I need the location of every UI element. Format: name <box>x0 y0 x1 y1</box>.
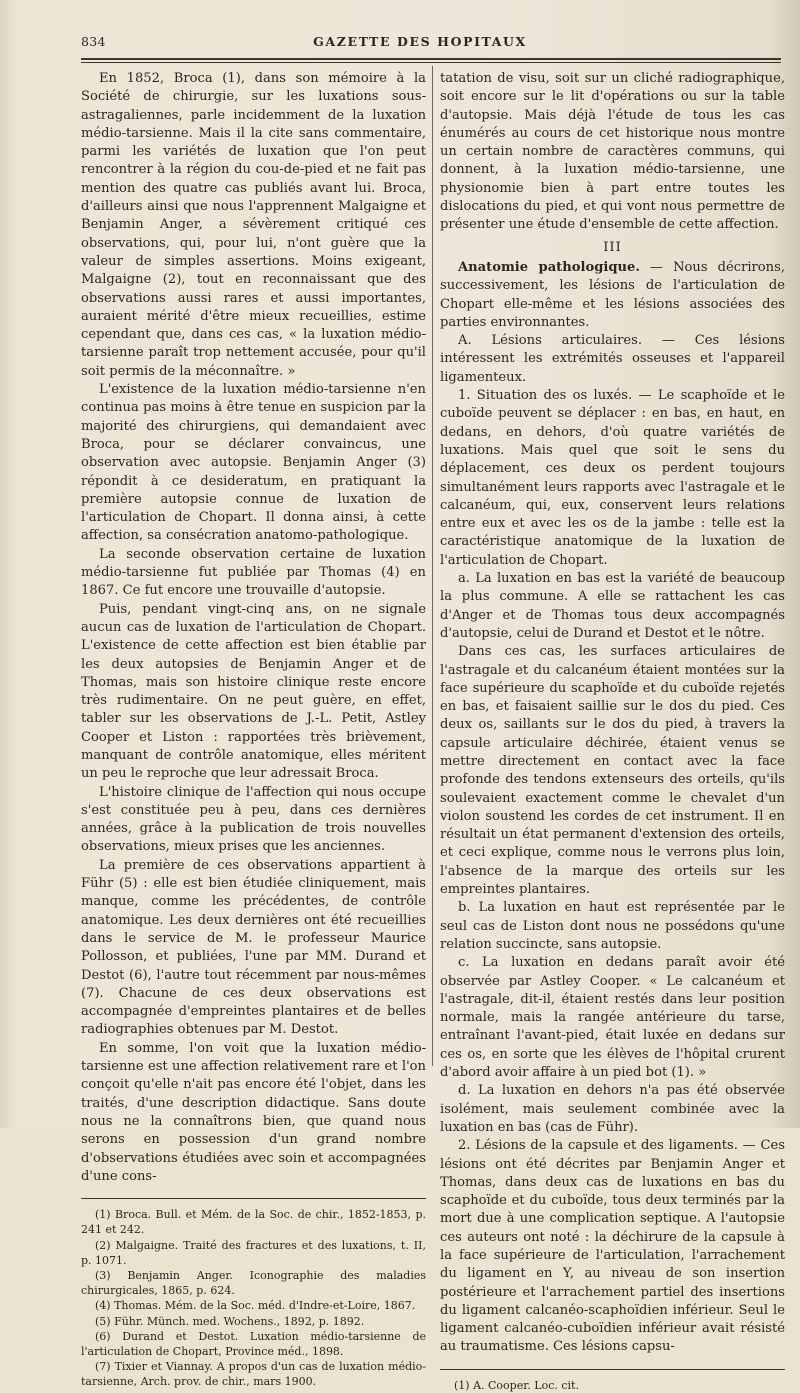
footnote: (3) Benjamin Anger. Iconographie des maladies chirurgicales, 1865, p. 624. <box>81 1268 426 1298</box>
footnote: (1) A. Cooper. Loc. cit. <box>454 1378 579 1392</box>
footnotes-rule <box>81 1198 426 1199</box>
paragraph: Puis, pendant vingt-cinq ans, on ne signale aucun cas de luxation de l'articulation de Chopart. L'existence de cette affection est bien établie par les deux autopsies de Benjamin Anger et de Thomas, mais son histoire clinique reste encore très rudimentaire. On ne peut guère, en effet, tabler sur les observations de J.-L. Petit, Astley Cooper et Liston : rapportées très brièvement, manquant de contrôle anatomique, elles méritent un peu le reproche que leur adressait Broca. <box>81 601 426 782</box>
footnotes <box>81 1207 426 1389</box>
section-heading: Anatomie pathologique. <box>458 259 640 275</box>
footnote: (7) Tixier et Viannay. A propos d'un cas de luxation médio-tarsienne, Arch. prov. de chir., mars 1900. <box>81 1360 426 1389</box>
footnote: (2) Malgaigne. Traité des fractures et des luxations, t. II, p. 1071. <box>81 1238 426 1267</box>
paragraph: 2. Lésions de la capsule et des ligaments. — Ces lésions ont été décrites par Benjamin Anger et Thomas, dans deux cas de luxations en bas du scaphoïde et du cuboïde, tous deux terminés par la mort due à une complication septique. A l'autopsie ces auteurs ont noté : la déchirure de la capsule à la face supérieure de l'articulation, l'arrachement du ligament en Y, au niveau de son insertion postérieure et l'arrachement partiel des insertions du ligament calcanéo-scaphoïdien inférieur. Seul le ligament calcanéo-cuboïdien inférieur avait résisté au traumatisme. Ces lésions capsu- <box>440 1138 785 1355</box>
paragraph: a. La luxation en bas est la variété de beaucoup la plus commune. A elle se rattachent les cas d'Anger et de Thomas tous deux accompagnés d'autopsie, celui de Durand et Destot et le nôtre. <box>440 571 785 641</box>
right-column <box>440 70 785 1393</box>
paragraph: 1. Situation des os luxés. — Le scaphoïde et le cuboïde peuvent se déplacer : en bas, en haut, en dedans, en dehors, d'où quatre variétés de luxations. Mais quel que soit le sens du déplacement, ces deux os perdent toujours simultanément leurs rapports avec l'astragale et le calcanéum, qui, eux, conservent leurs relations entre eux et avec les os de la jambe : telle est la caractéristique anatomique de la luxation de l'articulation de Chopart. <box>440 388 785 568</box>
paragraph: En 1852, Broca (1), dans son mémoire à la Société de chirurgie, sur les luxations sous-astragaliennes, parle incidemment de la luxation médio-tarsienne. Mais il la cite sans commentaire, parmi les variétés de luxation que l'on peut rencontrer à la région du cou-de-pied et ne fait pas mention des quatre cas publiés avant lui. Broca, d'ailleurs ainsi que nous l'apprennent Malgaigne et Benjamin Anger, a sévèrement critiqué ces observations, qui, pour lui, n'ont guère que la valeur de simples assertions. Moins exigeant, Malgaigne (2), tout en reconnaissant que des observations aussi rares et aussi importantes, auraient mérité d'être mieux recueillies, estime cependant que, dans ces cas, « la luxation médio-tarsienne paraît trop nettement accusée, pour qu'il soit permis de la méconnaître. » <box>81 71 426 379</box>
section-intro-text: — Nous décrirons, successivement, les lésions de l'articulation de Chopart elle-même et les lésions associées des parties environnantes. <box>440 259 785 330</box>
paragraph: La première de ces observations appartient à Führ (5) : elle est bien étudiée cliniquement, mais manque, comme les précédentes, de contrôle anatomique. Les deux dernières ont été recueillies dans le service de M. le professeur Maurice Pollosson, et publiées, l'une par MM. Durand et Destot (6), l'autre tout récemment par nous-mêmes (7). Chacune de ces deux observations est accompagnée d'empreintes plantaires et de belles radiographies obtenues par M. Destot. <box>81 857 426 1038</box>
section-number: III <box>603 239 622 255</box>
paragraph: L'histoire clinique de l'affection qui nous occupe s'est constituée peu à peu, dans ces dernières années, grâce à la publication de trois nouvelles observations, mieux prises que les anciennes. <box>81 784 426 855</box>
paragraph: tatation de visu, soit sur un cliché radiographique, soit encore sur le lit d'opérations ou sur la table d'autopsie. Mais déjà l'étude de tous les cas énumérés au cours de cet historique nous montre un certain nombre de caractères communs, qui donnent, à la luxation médio-tarsienne, une physionomie bien à part entre toutes les dislocations du pied, et qui vont nous permettre de présenter une étude d'ensemble de cette affection. <box>440 71 785 233</box>
footnotes <box>440 1378 785 1393</box>
header-rule <box>81 58 781 63</box>
paragraph: A. Lésions articulaires. — Ces lésions intéressent les extrémités osseuses et l'appareil ligamenteux. <box>440 333 785 385</box>
paragraph: Dans ces cas, les surfaces articulaires de l'astragale et du calcanéum étaient montées sur la face supérieure du scaphoïde et du cuboïde rejetés en bas, et faisaient saillie sur le dos du pied. Ces deux os, saillants sur le dos du pied, à travers la capsule articulaire déchirée, étaient venus se mettre directement en contact avec la face profonde des tendons extenseurs des orteils, qu'ils soulevaient exactement comme le chevalet d'un violon soustend les cordes de cet instrument. Il en résultait un état permanent d'extension des orteils, et ceci explique, comme nous le verrons plus loin, l'absence de la marque des orteils sur les empreintes plantaires. <box>440 644 785 898</box>
paragraph: La seconde observation certaine de luxation médio-tarsienne fut publiée par Thomas (4) en 1867. Ce fut encore une trouvaille d'autopsie. <box>81 546 426 599</box>
paragraph: En somme, l'on voit que la luxation médio-tarsienne est une affection relativement rare et l'on conçoit qu'elle n'ait pas encore été l'objet, dans les traités, d'une description didactique. Sans doute nous ne la connaîtrons bien, que quand nous serons en possession d'un grand nombre d'observations étudiées avec soin et accompagnées d'une cons- <box>81 1040 426 1184</box>
column-divider <box>432 66 433 1066</box>
footnote: (6) Durand et Destot. Luxation médio-tarsienne de l'articulation de Chopart, Province méd., 1898. <box>81 1329 426 1358</box>
page-number: 834 <box>81 34 106 49</box>
paragraph: b. La luxation en haut est représentée par le seul cas de Liston dont nous ne possédons qu'une relation succincte, sans autopsie. <box>440 900 785 952</box>
footnotes-rule <box>440 1369 785 1370</box>
section-intro-paragraph <box>440 259 785 332</box>
footnote: (1) Broca. Bull. et Mém. de la Soc. de chir., 1852-1853, p. 241 et 242. <box>81 1208 426 1237</box>
footnote: (4) Thomas. Mém. de la Soc. méd. d'Indre-et-Loire, 1867. <box>95 1299 416 1313</box>
paragraph: c. La luxation en dedans paraît avoir été observée par Astley Cooper. « Le calcanéum et l'astragale, dit-il, étaient restés dans leur position normale, mais la rangée antérieure du tarse, entraînant l'avant-pied, était luxée en dedans sur ces os, en sorte que les élèves de l'hôpital crurent d'abord avoir affaire à un pied bot (1). » <box>440 955 785 1081</box>
paragraph: d. La luxation en dehors n'a pas été observée isolément, mais seulement combinée avec la luxation en bas (cas de Führ). <box>440 1083 785 1135</box>
footnote: (5) Führ. Münch. med. Wochens., 1892, p. 1892. <box>95 1314 365 1328</box>
journal-title: GAZETTE DES HOPITAUX <box>313 34 527 49</box>
left-column <box>81 70 426 1390</box>
paragraph: L'existence de la luxation médio-tarsienne n'en continua pas moins à être tenue en suspicion par la majorité des chirurgiens, qui demandaient avec Broca, pour se déclarer convaincus, une observation avec autopsie. Benjamin Anger (3) répondit à ce desideratum, en pratiquant la première autopsie connue de luxation de l'articulation de Chopart. Il donna ainsi, à cette affection, sa consécration anatomo-pathologique. <box>81 382 426 544</box>
